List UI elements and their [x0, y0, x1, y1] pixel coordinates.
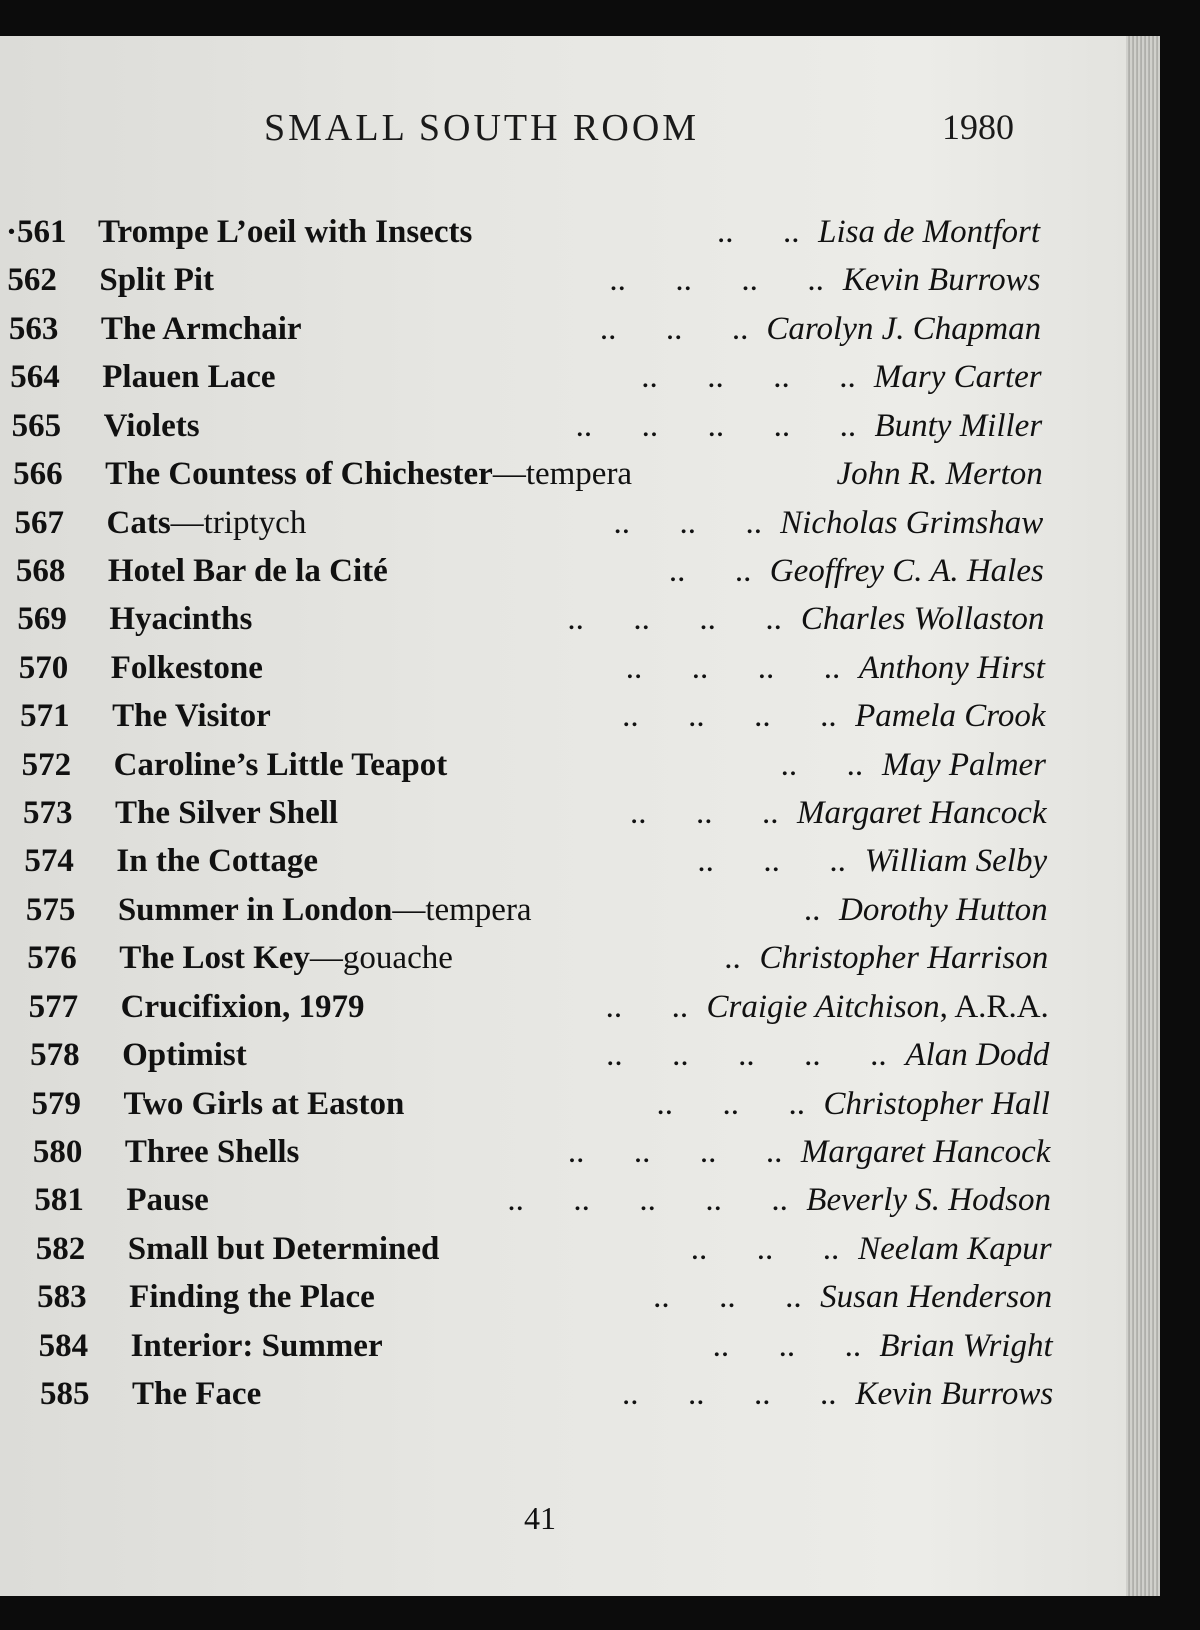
entry-list [0, 36, 1148, 1596]
entry-row [10, 359, 1041, 403]
entry-number: 566 [13, 456, 63, 493]
entry-title-group [101, 311, 302, 348]
entry-title-group [116, 843, 318, 880]
entry-title-group [107, 505, 307, 542]
entry-artist: Alan Dodd [905, 1037, 1050, 1074]
entry-artist-group [905, 1037, 1049, 1074]
entry-artist-group [797, 795, 1047, 832]
dot-leader: .. .. .. .. [567, 1133, 783, 1170]
dot-leader: .. .. .. [599, 310, 749, 347]
entry-number: 570 [18, 649, 69, 686]
entry-number: 572 [21, 746, 72, 783]
entry-row [19, 650, 1045, 694]
entry-artist-group [801, 1134, 1051, 1171]
entry-artist: Susan Henderson [820, 1279, 1053, 1316]
entry-artist: Carolyn J. Chapman [766, 310, 1042, 347]
entry-title: Hotel Bar de la Cité [107, 552, 388, 589]
entry-artist: Geoffrey C. A. Hales [769, 552, 1044, 589]
entry-artist: Beverly S. Hodson [806, 1182, 1051, 1219]
entry-title-group [125, 1134, 300, 1171]
entry-artist-group [879, 1328, 1052, 1365]
dot-leader: .. .. .. .. [567, 601, 782, 638]
entry-artist-group [858, 1231, 1051, 1268]
dot-leader: .. .. .. .. [609, 262, 824, 299]
entry-artist: Charles Wollaston [800, 601, 1045, 638]
entry-row [24, 843, 1047, 887]
entry-title: The Silver Shell [115, 795, 339, 831]
entry-title-group [118, 892, 532, 929]
dot-leader: .. .. .. [613, 504, 762, 541]
entry-row [23, 795, 1047, 839]
entry-number: 571 [20, 698, 70, 735]
entry-title-group [121, 989, 365, 1026]
entry-number: 574 [24, 843, 74, 880]
entry-number: ·561 [6, 214, 67, 250]
entry-artist-group [759, 940, 1048, 977]
entry-number: 575 [25, 891, 76, 928]
entry-title-group [98, 214, 472, 251]
dot-leader: .. .. [605, 988, 689, 1025]
entry-title: Trompe L’oeil with Insects [98, 214, 473, 250]
entry-title-group [126, 1182, 209, 1219]
entry-artist-group [855, 1376, 1053, 1413]
entry-title: The Countess of Chichester [105, 456, 493, 493]
entry-title: Plauen Lace [102, 359, 276, 396]
entry-artist-group [882, 747, 1046, 784]
entry-title-group [115, 795, 338, 832]
entry-artist-group [874, 408, 1042, 445]
entry-artist: William Selby [864, 843, 1048, 880]
entry-row [17, 601, 1044, 645]
entry-title-group [128, 1231, 440, 1268]
entry-row [22, 747, 1046, 791]
entry-number: 578 [30, 1037, 80, 1074]
entry-artist-group [780, 505, 1043, 542]
entry-title-group [131, 1328, 383, 1365]
entry-artist-group [823, 1086, 1049, 1123]
entry-row [7, 262, 1040, 306]
entry-title: Folkestone [110, 649, 263, 686]
entry-artist-group [839, 892, 1048, 929]
entry-artist: Craigie Aitchison [706, 988, 940, 1025]
entry-artist: Nicholas Grimshaw [780, 504, 1044, 541]
entry-title-group [119, 940, 453, 977]
entry-artist: Brian Wright [879, 1327, 1053, 1364]
dot-leader: .. .. .. [656, 1085, 805, 1122]
entry-artist: Dorothy Hutton [839, 891, 1048, 928]
dot-leader: .. .. .. .. .. [507, 1182, 788, 1219]
entry-number: 580 [32, 1133, 83, 1170]
entry-artist: Kevin Burrows [842, 262, 1041, 299]
entry-artist-group [818, 214, 1040, 251]
entry-title-group [132, 1376, 261, 1413]
dot-leader: .. .. .. [697, 843, 846, 880]
entry-title: Pause [126, 1182, 209, 1219]
entry-number: 577 [28, 988, 79, 1025]
entry-title-group [122, 1037, 247, 1074]
entry-title-group [99, 262, 214, 299]
entry-number: 565 [11, 407, 62, 444]
entry-title: Violets [103, 407, 200, 444]
dot-leader: .. .. [780, 746, 864, 783]
entry-number: 582 [35, 1230, 86, 1267]
catalogue-page [0, 36, 1148, 1596]
entry-artist-group [766, 311, 1041, 348]
entry-number: 576 [27, 940, 77, 977]
entry-medium: —triptych [170, 504, 307, 541]
dot-leader: .. .. .. .. [622, 698, 837, 735]
year-label: 1980 [942, 107, 1014, 147]
entry-row [34, 1182, 1051, 1226]
entry-row [9, 311, 1041, 355]
artist-suffix: , A.R.A. [939, 988, 1049, 1025]
entry-artist: Kevin Burrows [855, 1376, 1054, 1412]
entry-row [6, 214, 1040, 258]
entry-title: Interior: Summer [130, 1327, 383, 1364]
entry-artist-group [806, 1182, 1051, 1219]
entry-row [29, 989, 1049, 1033]
dot-leader: .. .. [668, 552, 752, 589]
dot-leader: .. .. .. .. .. [575, 407, 857, 444]
entry-artist: Margaret Hancock [797, 795, 1047, 831]
entry-artist: Pamela Crook [855, 698, 1046, 735]
entry-row [40, 1376, 1053, 1420]
entry-artist-group [874, 359, 1042, 396]
entry-number: 568 [15, 552, 66, 589]
entry-artist-group [855, 698, 1045, 735]
entry-artist-group [707, 989, 1049, 1026]
entry-number: 585 [40, 1376, 90, 1412]
entry-artist-group [843, 262, 1041, 299]
entry-artist: Christopher Hall [823, 1085, 1050, 1122]
entry-title: Hyacinths [109, 601, 253, 638]
entry-artist: Margaret Hancock [800, 1133, 1051, 1170]
entry-title: Small but Determined [127, 1230, 440, 1267]
entry-row [30, 1037, 1049, 1081]
entry-number: 584 [38, 1327, 89, 1364]
entry-title: Caroline’s Little Teapot [113, 746, 448, 783]
dot-leader: .. .. .. [690, 1230, 840, 1267]
entry-row [16, 553, 1044, 597]
entry-number: 562 [7, 262, 57, 299]
dot-leader: .. .. .. [712, 1327, 862, 1364]
entry-title: In the Cottage [116, 843, 319, 880]
entry-number: 567 [14, 504, 64, 541]
entry-title: Three Shells [124, 1133, 300, 1170]
entry-row [39, 1328, 1053, 1372]
entry-artist-group [865, 843, 1047, 880]
entry-row [15, 505, 1044, 549]
entry-title-group [109, 601, 252, 638]
dot-leader: .. .. .. .. [625, 649, 841, 686]
entry-row [12, 408, 1043, 452]
entry-number: 579 [31, 1085, 81, 1122]
entry-artist: Lisa de Montfort [818, 214, 1040, 250]
entry-title: The Visitor [112, 698, 271, 735]
entry-row [32, 1086, 1050, 1130]
entry-artist: May Palmer [881, 746, 1047, 783]
entry-title-group [129, 1279, 375, 1316]
page-number: 41 [524, 1500, 556, 1536]
entry-title: The Armchair [100, 310, 302, 347]
entry-row [27, 940, 1048, 984]
entry-number: 583 [37, 1279, 87, 1316]
entry-title: The Face [132, 1376, 262, 1412]
dot-leader: .. [724, 940, 741, 977]
entry-title: Cats [106, 504, 171, 541]
entry-title: Crucifixion, 1979 [120, 988, 365, 1025]
entry-title: Split Pit [99, 262, 215, 299]
entry-artist: Neelam Kapur [858, 1230, 1052, 1267]
entry-row [13, 456, 1043, 500]
entry-title: Finding the Place [129, 1279, 375, 1316]
entry-artist: Christopher Harrison [759, 940, 1049, 977]
dot-leader: .. [803, 891, 821, 928]
dot-leader: .. .. .. .. [641, 359, 856, 396]
entry-title: The Lost Key [119, 940, 310, 977]
entry-artist-group [837, 456, 1043, 493]
entry-title-group [111, 650, 263, 687]
entry-artist: Anthony Hirst [858, 649, 1045, 686]
entry-artist-group [820, 1279, 1052, 1316]
entry-title-group [124, 1086, 405, 1123]
dot-leader: .. .. [717, 214, 800, 250]
entry-title-group [112, 698, 271, 735]
entry-number: 573 [23, 795, 73, 831]
entry-number: 563 [8, 310, 59, 347]
entry-artist: John R. Merton [836, 456, 1043, 493]
entry-row [20, 698, 1045, 742]
entry-artist: Mary Carter [873, 359, 1042, 396]
dot-leader: .. .. .. [653, 1279, 802, 1316]
entry-artist: Bunty Miller [874, 407, 1043, 444]
entry-artist-group [801, 601, 1045, 638]
entry-artist-group [770, 553, 1044, 590]
entry-title-group [105, 456, 632, 493]
entry-title-group [108, 553, 388, 590]
room-title: SMALL SOUTH ROOM [264, 107, 700, 149]
entry-artist-group [859, 650, 1045, 687]
page-edge [1126, 36, 1160, 1596]
dot-leader: .. .. .. [630, 795, 779, 831]
entry-title: Summer in London [117, 891, 393, 928]
entry-title-group [114, 747, 448, 784]
entry-title: Optimist [122, 1037, 247, 1074]
entry-row [37, 1279, 1052, 1323]
entry-row [36, 1231, 1052, 1275]
entry-row [33, 1134, 1051, 1178]
dot-leader: .. .. .. .. [622, 1376, 837, 1412]
entry-number: 581 [34, 1182, 84, 1219]
entry-title: Two Girls at Easton [123, 1085, 405, 1122]
entry-medium: —gouache [309, 940, 453, 977]
dot-leader: .. .. .. .. .. [606, 1037, 887, 1074]
entry-number: 569 [17, 601, 67, 638]
entry-medium: —tempera [392, 891, 532, 928]
entry-title-group [102, 359, 275, 396]
entry-row [26, 892, 1048, 936]
entry-medium: —tempera [492, 456, 633, 493]
entry-title-group [104, 408, 200, 445]
entry-number: 564 [10, 359, 60, 396]
